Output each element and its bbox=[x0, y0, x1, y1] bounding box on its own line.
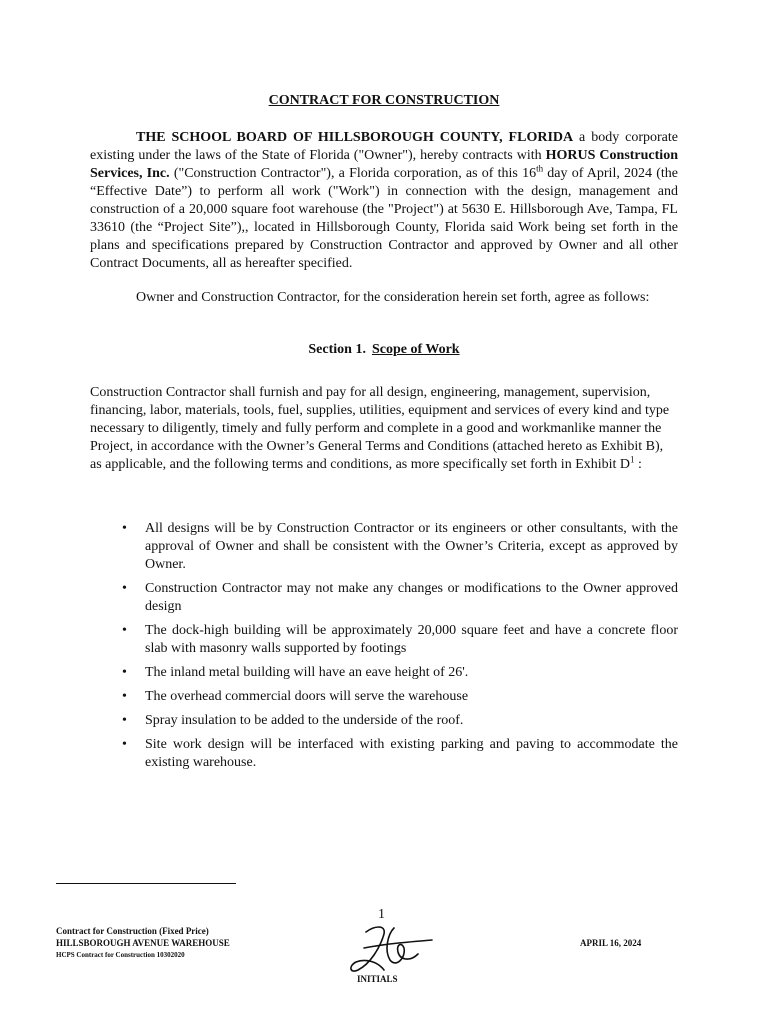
section-heading bbox=[0, 342, 768, 358]
bullet-icon: • bbox=[122, 521, 127, 536]
intro-paragraph: THE SCHOOL BOARD OF HILLSBOROUGH COUNTY, FLORIDA a body corporate existing under the laws of the State of Florida ("Owner"), hereby contracts with HORUS Construction Services, Inc. ("Construction Contractor"), a Florida corporation, as of this 16th day of April, 2024 (the “Effective Date”) to perform all work ("Work") in connection with the design, management and construction of a 20,000 square foot warehouse (the "Project") at 5630 E. Hillsborough Ave, Tampa, FL 33610 (the “Project Site”),, located in Hillsborough County, Florida said Work being set forth in the plans and specifications prepared by Construction Contractor and approved by Owner and all other Contract Documents, all as hereafter specified. bbox=[90, 130, 678, 271]
scope-paragraph: Construction Contractor shall furnish and pay for all design, engineering, management, supervision, financing, labor, materials, tools, fuel, supplies, utilities, equipment and services of every kind and type necessary to diligently, timely and fully perform and complete in a good and workmanlike manner the Project, in accordance with the Owner’s General Terms and Conditions (attached hereto as Exhibit B), as applicable, and the following terms and conditions, as more specifically set forth in Exhibit $D^1$ : bbox=[90, 385, 670, 472]
initials-label: INITIALS bbox=[357, 974, 398, 984]
bullet-icon: • bbox=[122, 623, 127, 638]
scope-bullet-list bbox=[118, 520, 678, 778]
footnote-ref: 1 bbox=[630, 454, 635, 465]
list-item: • Site work design will be interfaced with existing parking and paving to accommodate the existing warehouse. bbox=[122, 737, 678, 770]
page-number: 1 bbox=[378, 907, 385, 922]
footer-contract-type: Contract for Construction (Fixed Price) bbox=[56, 926, 209, 936]
agreement-paragraph: Owner and Construction Contractor, for the consideration herein set forth, agree as follows: bbox=[136, 290, 650, 305]
bullet-icon: • bbox=[122, 581, 127, 596]
footnote-divider bbox=[56, 883, 236, 884]
list-item: • The dock-high building will be approximately 20,000 square feet and have a concrete floor slab with masonry walls supported by footings bbox=[122, 623, 678, 656]
section-title: Scope of Work bbox=[371, 342, 460, 357]
list-item: • Construction Contractor may not make any changes or modifications to the Owner approved design bbox=[122, 581, 678, 614]
list-item: • The inland metal building will have an eave height of 26'. bbox=[122, 665, 469, 680]
bullet-icon: • bbox=[122, 737, 127, 752]
section-number: Section 1. bbox=[308, 342, 366, 357]
footer-date: APRIL 16, 2024 bbox=[580, 938, 642, 948]
list-item: • Spray insulation to be added to the underside of the roof. bbox=[122, 713, 464, 728]
bullet-icon: • bbox=[122, 713, 127, 728]
bullet-icon: • bbox=[122, 689, 127, 704]
contractor-name: HORUS Construction Services, Inc. bbox=[90, 148, 678, 181]
list-item: • The overhead commercial doors will serve the warehouse bbox=[122, 689, 469, 704]
footer-form-id: HCPS Contract for Construction 10302020 bbox=[56, 951, 185, 959]
document-title: CONTRACT FOR CONSTRUCTION bbox=[268, 93, 500, 108]
footer-info bbox=[56, 925, 230, 961]
owner-name: THE SCHOOL BOARD OF HILLSBOROUGH COUNTY, FLORIDA bbox=[136, 130, 574, 145]
footer-project-name: HILLSBOROUGH AVENUE WAREHOUSE bbox=[56, 938, 230, 948]
list-item: • All designs will be by Construction Contractor or its engineers or other consultants, with the approval of Owner and shall be consistent with the Owner’s Criteria, except as approved by Owner. bbox=[122, 521, 678, 572]
bullet-icon: • bbox=[122, 665, 127, 680]
